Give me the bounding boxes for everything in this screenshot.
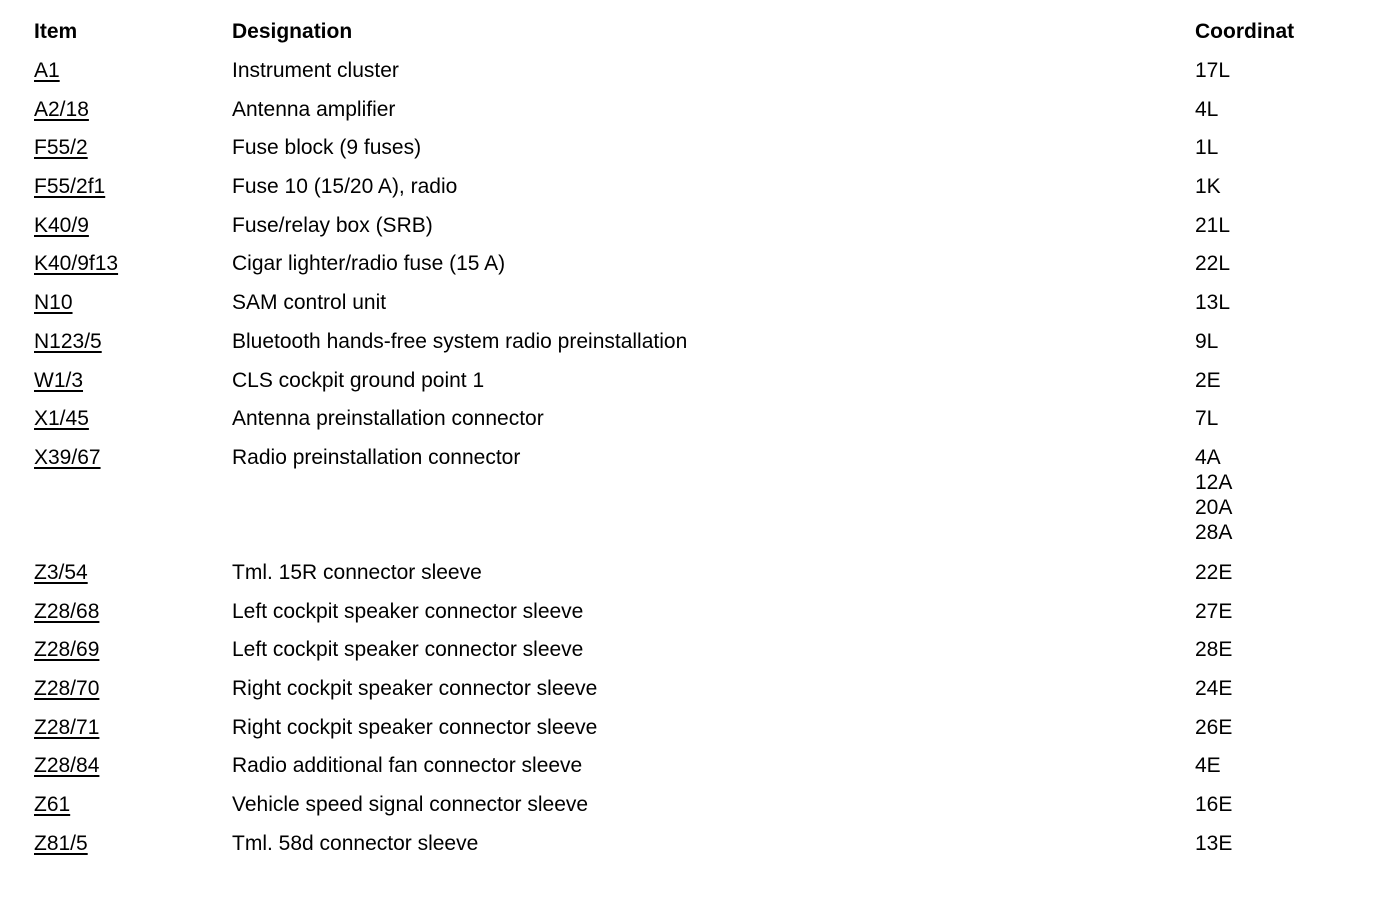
table-row — [0, 445, 1392, 560]
coordinate-cell — [1195, 290, 1300, 315]
table-row — [0, 329, 1392, 368]
item-link[interactable]: Z3/54 — [34, 560, 88, 584]
item-link[interactable]: A1 — [34, 59, 60, 82]
designation-cell: Instrument cluster — [232, 59, 399, 82]
item-cell — [34, 290, 73, 315]
coordinate-cell — [1195, 637, 1300, 662]
coordinate-cell — [1195, 58, 1300, 83]
table-header — [0, 20, 1392, 48]
table-row — [0, 715, 1392, 754]
table-row — [0, 753, 1392, 792]
item-cell — [34, 174, 105, 199]
item-link[interactable]: F55/2 — [34, 136, 88, 160]
table-row — [0, 676, 1392, 715]
table-row — [0, 831, 1392, 870]
coordinate-value: 16E — [1195, 793, 1233, 816]
designation-cell: CLS cockpit ground point 1 — [232, 368, 485, 392]
coordinate-value: 13L — [1195, 291, 1231, 315]
table-body — [0, 58, 1392, 869]
item-cell — [34, 637, 99, 662]
item-link[interactable]: A2/18 — [34, 97, 89, 121]
coordinate-cell — [1195, 174, 1300, 199]
coordinate-cell — [1195, 406, 1300, 431]
item-cell — [34, 792, 70, 817]
coordinate-cell — [1195, 792, 1300, 817]
item-link[interactable]: Z28/69 — [34, 638, 100, 662]
coordinate-cell — [1195, 599, 1300, 624]
item-link[interactable]: F55/2f1 — [34, 175, 106, 199]
designation-cell: Antenna preinstallation connector — [232, 407, 544, 431]
item-link[interactable]: N10 — [34, 291, 73, 315]
coordinate-value: 26E — [1195, 715, 1233, 739]
designation-cell: Antenna amplifier — [232, 97, 396, 121]
item-link[interactable]: Z61 — [34, 793, 71, 816]
item-cell — [34, 445, 101, 470]
coordinate-value: 21L — [1195, 213, 1231, 237]
item-link[interactable]: Z28/84 — [34, 754, 100, 778]
coordinate-value: 4E — [1195, 754, 1221, 778]
coordinate-value: 20A — [1195, 495, 1233, 519]
table-row — [0, 251, 1392, 290]
coordinate-cell — [1195, 135, 1300, 160]
table-row — [0, 560, 1392, 599]
item-link[interactable]: Z81/5 — [34, 831, 88, 855]
coordinate-value: 12A — [1195, 470, 1233, 494]
coordinate-value: 17L — [1195, 59, 1231, 82]
item-link[interactable]: N123/5 — [34, 329, 102, 353]
item-link[interactable]: K40/9f13 — [34, 252, 119, 276]
designation-cell: Right cockpit speaker connector sleeve — [232, 715, 598, 739]
table-row — [0, 792, 1392, 831]
item-cell — [34, 58, 60, 83]
coordinate-cell — [1195, 753, 1300, 778]
coordinate-value: 27E — [1195, 599, 1233, 623]
table-row — [0, 637, 1392, 676]
item-cell — [34, 135, 88, 160]
item-link[interactable]: Z28/71 — [34, 715, 100, 739]
coordinate-cell — [1195, 831, 1300, 856]
item-link[interactable]: X1/45 — [34, 407, 89, 431]
item-cell — [34, 97, 89, 122]
coordinate-value: 4A — [1195, 445, 1221, 469]
coordinate-cell — [1195, 445, 1300, 545]
coordinate-value: 28E — [1195, 638, 1233, 662]
header-designation: Designation — [232, 20, 353, 43]
designation-cell: Fuse/relay box (SRB) — [232, 213, 433, 237]
item-cell — [34, 831, 88, 856]
coordinate-cell — [1195, 97, 1300, 122]
designation-cell: Right cockpit speaker connector sleeve — [232, 676, 598, 700]
item-cell — [34, 676, 99, 701]
table-row — [0, 599, 1392, 638]
coordinate-cell — [1195, 329, 1300, 354]
coordinate-cell — [1195, 715, 1300, 740]
designation-cell: Bluetooth hands-free system radio preinstallation — [232, 329, 688, 353]
coordinate-value: 9L — [1195, 329, 1219, 353]
item-cell — [34, 599, 99, 624]
table-row — [0, 97, 1392, 136]
item-cell — [34, 368, 83, 393]
designation-cell: Tml. 15R connector sleeve — [232, 560, 482, 584]
item-link[interactable]: X39/67 — [34, 445, 101, 469]
designation-cell: SAM control unit — [232, 291, 387, 315]
header-coordinate: Coordinat — [1195, 20, 1295, 43]
coordinate-value: 7L — [1195, 407, 1219, 431]
item-link[interactable]: Z28/68 — [34, 599, 100, 623]
table-row — [0, 174, 1392, 213]
item-cell — [34, 329, 102, 354]
item-link[interactable]: Z28/70 — [34, 676, 100, 700]
designation-cell: Radio additional fan connector sleeve — [232, 754, 583, 778]
designation-cell: Tml. 58d connector sleeve — [232, 831, 479, 855]
coordinate-value: 2E — [1195, 368, 1221, 392]
designation-cell: Radio preinstallation connector — [232, 445, 521, 469]
table-row — [0, 290, 1392, 329]
designation-cell: Cigar lighter/radio fuse (15 A) — [232, 252, 506, 276]
coordinate-value: 28A — [1195, 520, 1233, 544]
designation-cell: Left cockpit speaker connector sleeve — [232, 638, 584, 662]
coordinate-cell — [1195, 213, 1300, 238]
item-cell — [34, 715, 99, 740]
table-row — [0, 58, 1392, 97]
item-link[interactable]: W1/3 — [34, 368, 84, 392]
table-row — [0, 368, 1392, 407]
table-row — [0, 406, 1392, 445]
table-row — [0, 135, 1392, 174]
item-cell — [34, 406, 89, 431]
coordinate-value: 4L — [1195, 97, 1219, 121]
designation-cell: Vehicle speed signal connector sleeve — [232, 793, 589, 816]
coordinate-cell — [1195, 251, 1300, 276]
coordinate-cell — [1195, 676, 1300, 701]
coordinate-value: 1L — [1195, 136, 1219, 160]
header-item: Item — [34, 20, 78, 43]
table-row — [0, 213, 1392, 252]
coordinate-value: 22E — [1195, 560, 1233, 584]
designation-cell: Fuse 10 (15/20 A), radio — [232, 175, 458, 199]
coordinate-cell — [1195, 560, 1300, 585]
coordinate-value: 1K — [1195, 175, 1221, 199]
coordinate-value: 24E — [1195, 676, 1233, 700]
designation-cell: Left cockpit speaker connector sleeve — [232, 599, 584, 623]
item-cell — [34, 753, 99, 778]
item-link[interactable]: K40/9 — [34, 213, 89, 237]
item-cell — [34, 251, 118, 276]
coordinate-value: 13E — [1195, 831, 1233, 855]
designation-cell: Fuse block (9 fuses) — [232, 136, 422, 160]
item-cell — [34, 213, 89, 238]
coordinate-cell — [1195, 368, 1300, 393]
coordinate-value: 22L — [1195, 252, 1231, 276]
item-cell — [34, 560, 88, 585]
